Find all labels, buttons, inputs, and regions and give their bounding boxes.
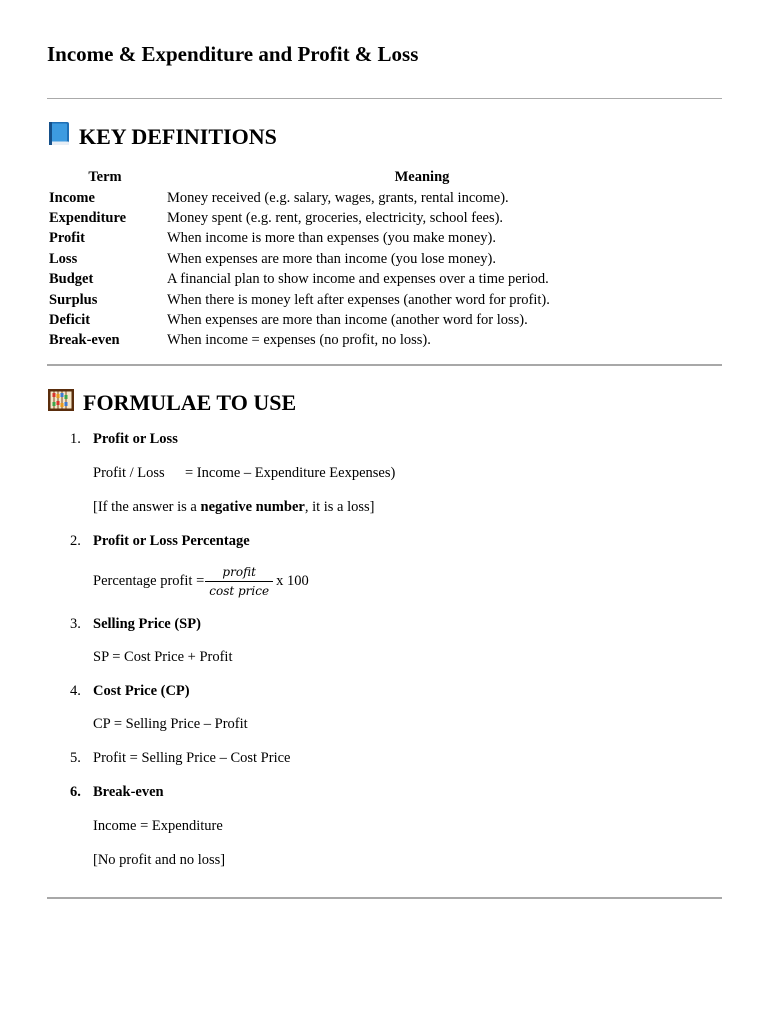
key-definitions-title: KEY DEFINITIONS [79, 124, 277, 149]
term-cell: Loss [49, 250, 78, 267]
formula-break-even-note: [No profit and no loss] [93, 852, 226, 868]
formula-title-profit-or-loss: Profit or Loss [93, 431, 178, 447]
meaning-cell: When expenses are more than income (you lose money). [167, 250, 496, 267]
fraction-denominator: cost price [209, 584, 270, 598]
formulae-heading [47, 388, 296, 418]
table-row [46, 270, 680, 290]
note-emphasis: negative number [200, 499, 305, 515]
note-text: [If the answer is a [93, 499, 201, 515]
meaning-cell: When income = expenses (no profit, no loss). [167, 332, 431, 349]
table-row [46, 208, 680, 228]
abacus-icon [47, 388, 75, 418]
formula-percentage-lhs: Percentage profit = [93, 573, 205, 589]
term-cell: Income [49, 189, 95, 206]
list-number: 2. [70, 533, 81, 549]
note-text: , it is a loss] [304, 499, 375, 515]
formula-percentage-profit [93, 565, 309, 598]
column-header-term: Term [88, 168, 122, 185]
term-cell: Expenditure [49, 210, 127, 227]
blue-book-icon [47, 121, 71, 153]
list-number: 5. [70, 750, 81, 766]
formula-title-selling-price: Selling Price (SP) [93, 616, 201, 632]
meaning-cell: Money received (e.g. salary, wages, grants, rental income). [167, 189, 509, 206]
formula-selling-price: SP = Cost Price + Profit [93, 649, 233, 665]
term-cell: Surplus [49, 291, 98, 308]
formula-break-even: Income = Expenditure [93, 818, 223, 834]
divider [47, 364, 722, 366]
fraction-numerator: profit [205, 565, 273, 582]
term-cell: Budget [49, 271, 94, 288]
formula-profit: Profit = Selling Price – Cost Price [93, 750, 291, 766]
formula-profit-loss-note [93, 499, 375, 516]
divider [47, 98, 722, 99]
meaning-cell: When expenses are more than income (another word for loss). [167, 312, 528, 329]
table-row [46, 188, 680, 208]
formula-title-break-even: Break-even [93, 784, 164, 800]
meaning-cell: Money spent (e.g. rent, groceries, electricity, school fees). [167, 210, 504, 227]
term-cell: Profit [49, 230, 85, 247]
table-row [46, 249, 680, 269]
meaning-cell: When there is money left after expenses (another word for profit). [167, 291, 550, 308]
formula-profit-loss-rhs: = Income – Expenditure Eexpenses) [185, 465, 396, 481]
list-number: 6. [70, 784, 81, 800]
table-row [46, 331, 680, 351]
table-header-row [46, 166, 680, 188]
table-row [46, 290, 680, 310]
list-number: 1. [70, 431, 81, 447]
definitions-table [46, 166, 680, 351]
list-number: 4. [70, 683, 81, 699]
meaning-cell: When income is more than expenses (you make money). [167, 230, 496, 247]
key-definitions-heading [47, 121, 277, 153]
formula-cost-price: CP = Selling Price – Profit [93, 716, 248, 732]
column-header-meaning: Meaning [394, 168, 450, 185]
term-cell: Deficit [49, 312, 91, 329]
fraction [205, 565, 273, 598]
meaning-cell: A financial plan to show income and expenses over a time period. [167, 271, 549, 288]
table-row [46, 229, 680, 249]
table-row [46, 310, 680, 330]
page-title: Income & Expenditure and Profit & Loss [47, 42, 419, 66]
formulae-title: FORMULAE TO USE [83, 390, 297, 415]
formula-title-cost-price: Cost Price (CP) [93, 683, 190, 699]
formula-title-percentage: Profit or Loss Percentage [93, 533, 250, 549]
list-number: 3. [70, 616, 81, 632]
term-cell: Break-even [49, 332, 120, 349]
formula-profit-loss-lhs: Profit / Loss [93, 465, 165, 481]
divider [47, 897, 722, 899]
formula-percentage-rhs: x 100 [276, 573, 309, 589]
